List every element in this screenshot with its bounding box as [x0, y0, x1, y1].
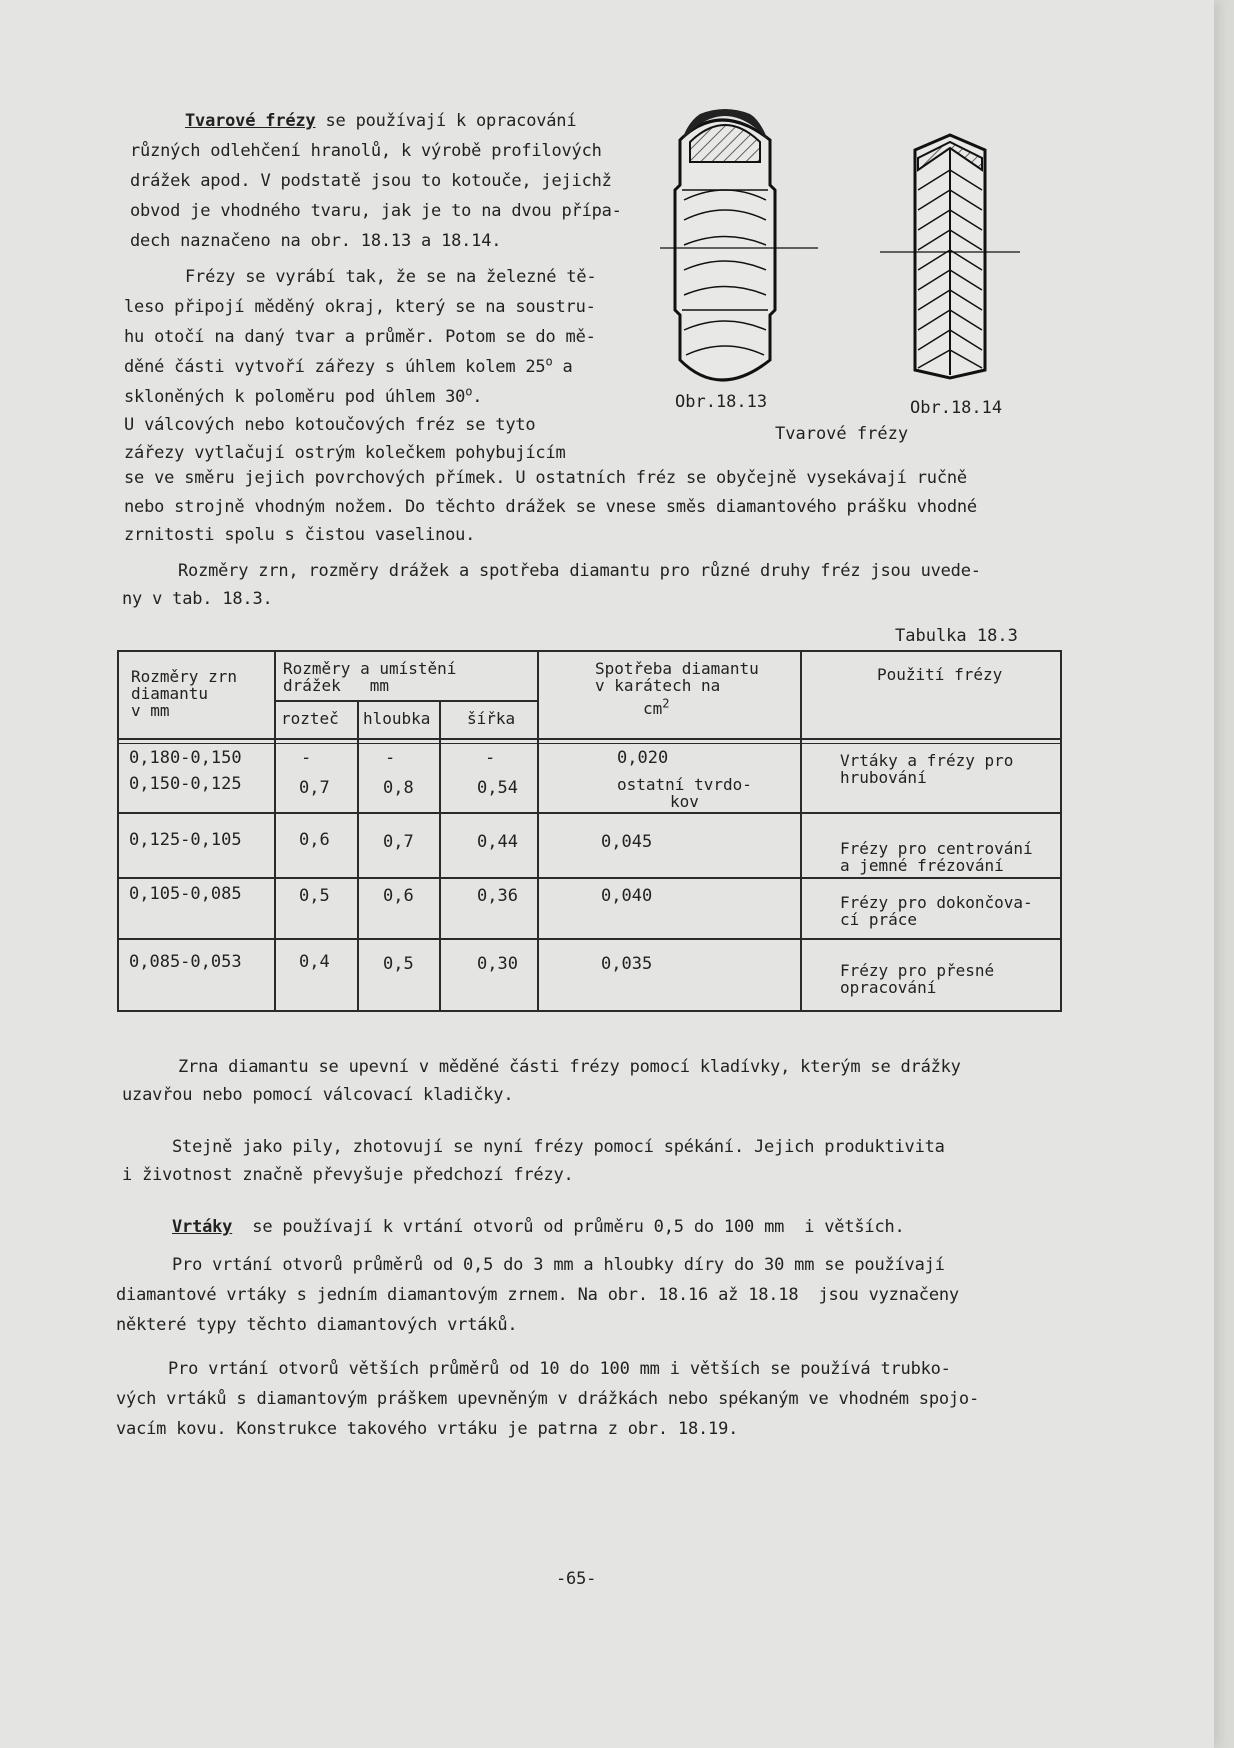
header-consumption: Spotřeba diamantu v karátech na — [595, 659, 759, 695]
para2-line-3: hu otočí na daný tvar a průměr. Potom se do mě- — [124, 327, 596, 347]
table-row-2-sirka: 0,54 — [477, 778, 518, 798]
table-row-1-spotreba: 0,020 — [617, 748, 669, 768]
header-sirka: šířka — [467, 709, 516, 728]
para2-wide-line-2: nebo strojně vhodným nožem. Do těchto drážek se vnese směs diamantového prášku vhodné — [124, 497, 977, 517]
table-row-2-size: 0,150-0,125 — [129, 774, 242, 794]
figures-common-caption: Tvarové frézy — [775, 424, 909, 444]
table-row-2-spotreba: ostatní tvrdo- kov — [617, 775, 752, 811]
table-row-4-usage: Frézy pro dokončova- cí práce — [840, 893, 1033, 929]
table-rows-1-2-usage: Vrtáky a frézy pro hrubování — [840, 751, 1014, 787]
table-row-4-size: 0,105-0,085 — [129, 884, 242, 904]
header-hloubka: hloubka — [363, 709, 431, 728]
intro-line-3: drážek apod. V podstatě jsou to kotouče, jejichž — [130, 171, 612, 191]
table-row-3-size: 0,125-0,105 — [129, 830, 242, 850]
header-roztec: rozteč — [281, 709, 339, 728]
para3-line-2: ny v tab. 18.3. — [122, 589, 273, 609]
para2-line-2: leso připojí měděný okraj, který se na soustru- — [124, 297, 596, 317]
figures-tvarove-frezy — [660, 100, 1040, 420]
table-row-5-sirka: 0,30 — [477, 954, 518, 974]
table-row-5-roztec: 0,4 — [299, 952, 330, 972]
figure-18-13-drawing — [660, 109, 818, 380]
table-row-5-usage: Frézy pro přesné opracování — [840, 961, 995, 997]
para2-line-7: zářezy vytlačují ostrým kolečkem pohybujícím — [124, 443, 566, 463]
para8-line-3: vacím kovu. Konstrukce takového vrtáku je patrna z obr. 18.19. — [116, 1419, 739, 1439]
intro-line-4: obvod je vhodného tvaru, jak je to na dvou přípa- — [130, 201, 622, 221]
page-number: -65- — [556, 1569, 597, 1589]
table-row-4-roztec: 0,5 — [299, 886, 330, 906]
table-row-4-spotreba: 0,040 — [601, 886, 653, 906]
term-tvarove-frezy: Tvarové frézy — [185, 111, 316, 131]
figure-18-14-caption: Obr.18.14 — [910, 398, 1003, 418]
table-row-3-usage: Frézy pro centrování a jemné frézování — [840, 839, 1033, 875]
table-row-5-size: 0,085-0,053 — [129, 952, 242, 972]
table-row-3-hloubka: 0,7 — [383, 832, 414, 852]
table-row-4-sirka: 0,36 — [477, 886, 518, 906]
header-consumption-unit: $cm^2$ — [643, 696, 670, 718]
header-usage: Použití frézy — [877, 665, 1003, 684]
intro-line-5: dech naznačeno na obr. 18.13 a 18.14. — [130, 231, 502, 251]
para3-line-1: Rozměry zrn, rozměry drážek a spotřeba diamantu pro různé druhy fréz jsou uvede- — [178, 561, 981, 581]
table-row-5-hloubka: 0,5 — [383, 954, 414, 974]
para2-line-4: děné části vytvoří zářezy s úhlem kolem 25$^o$ a — [124, 354, 573, 377]
table-row-1-roztec: - — [301, 748, 312, 768]
table-row-2-roztec: 0,7 — [299, 778, 330, 798]
header-grain-size: Rozměry zrn diamantu v mm — [131, 667, 237, 720]
para4-line-2: uzavřou nebo pomocí válcovací kladičky. — [122, 1085, 514, 1105]
table-row-5-spotreba: 0,035 — [601, 954, 653, 974]
para2-line-5: skloněných k poloměru pod úhlem 30$^o$. — [124, 384, 483, 407]
intro-line-2: různých odlehčení hranolů, k výrobě profilových — [130, 141, 602, 161]
table-row-1-hloubka: - — [385, 748, 396, 768]
figure-18-13-caption: Obr.18.13 — [675, 392, 768, 412]
intro-line-1: Tvarové frézy se používají k opracování — [185, 111, 577, 131]
table-row-1-size: 0,180-0,150 — [129, 748, 242, 768]
header-groove-dims: Rozměry a umístění drážek mm — [283, 659, 457, 695]
para2-wide-line-3: zrnitosti spolu s čistou vaselinou. — [124, 525, 476, 545]
para5-line-1: Stejně jako pily, zhotovují se nyní frézy pomocí spékání. Jejich produktivita — [172, 1137, 945, 1157]
table-row-2-hloubka: 0,8 — [383, 778, 414, 798]
table-row-3-sirka: 0,44 — [477, 832, 518, 852]
para7-line-2: diamantové vrtáky s jedním diamantovým zrnem. Na obr. 18.16 až 18.18 jsou vyznačeny — [116, 1285, 959, 1305]
para8-line-2: vých vrtáků s diamantovým práškem upevněným v drážkách nebo spékaným ve vhodném spojo- — [116, 1389, 979, 1409]
figure-18-14-drawing — [880, 135, 1020, 378]
para8-line-1: Pro vrtání otvorů větších průměrů od 10 do 100 mm i větších se používá trubko- — [168, 1359, 951, 1379]
para2-line-1: Frézy se vyrábí tak, že se na železné tě- — [185, 267, 597, 287]
table-row-4-hloubka: 0,6 — [383, 886, 414, 906]
para6-line: Vrtáky se používají k vrtání otvorů od průměru 0,5 do 100 mm i větších. — [172, 1217, 905, 1237]
para7-line-1: Pro vrtání otvorů průměrů od 0,5 do 3 mm a hloubky díry do 30 mm se používají — [172, 1255, 945, 1275]
term-vrtaky: Vrtáky — [172, 1217, 233, 1237]
table-row-1-sirka: - — [485, 748, 496, 768]
para2-line-6: U válcových nebo kotoučových fréz se tyto — [124, 415, 536, 435]
table-row-3-roztec: 0,6 — [299, 830, 330, 850]
table-row-3-spotreba: 0,045 — [601, 832, 653, 852]
diamond-table — [117, 650, 1062, 1012]
para2-wide-line-1: se ve směru jejich povrchových přímek. U ostatních fréz se obyčejně vysekávají ručně — [124, 468, 967, 488]
para7-line-3: některé typy těchto diamantových vrtáků. — [116, 1315, 518, 1335]
para5-line-2: i životnost značně převyšuje předchozí frézy. — [122, 1165, 574, 1185]
para4-line-1: Zrna diamantu se upevní v měděné části frézy pomocí kladívky, kterým se drážky — [178, 1057, 961, 1077]
table-label: Tabulka 18.3 — [895, 626, 1018, 646]
